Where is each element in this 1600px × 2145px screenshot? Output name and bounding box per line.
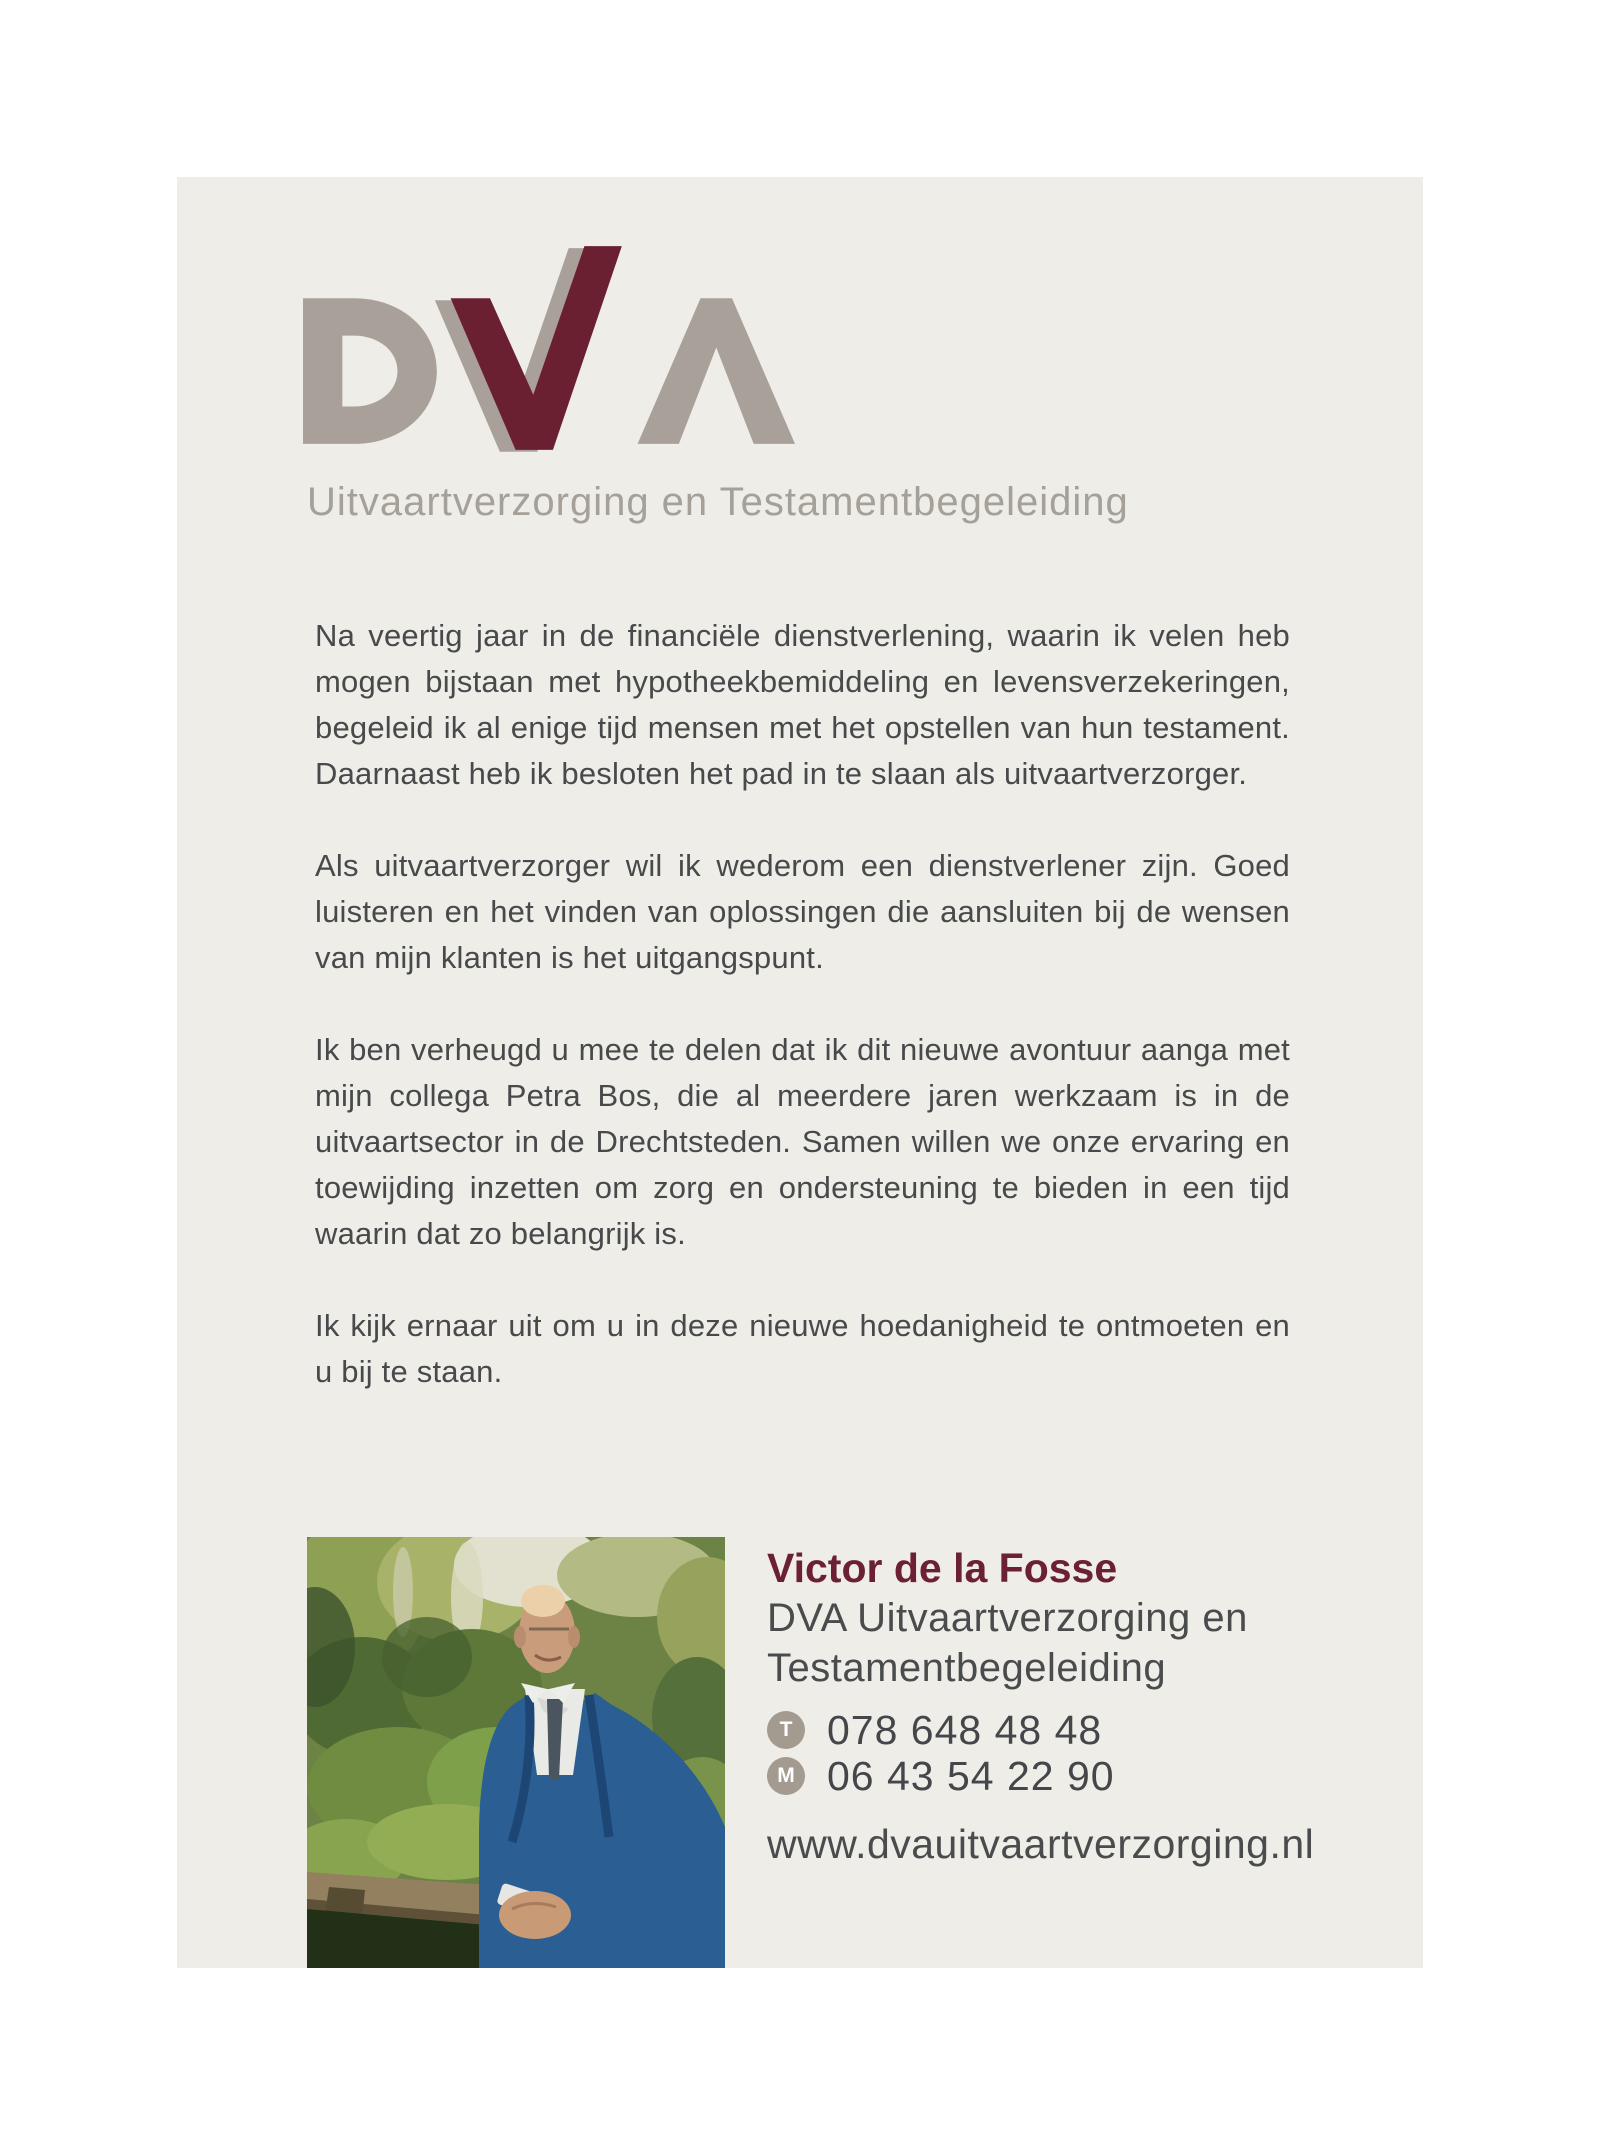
- logo-tagline: Uitvaartverzorging en Testamentbegeleiding: [307, 480, 1129, 524]
- contact-section: [767, 1543, 1327, 1868]
- dva-logo: [303, 241, 795, 453]
- paragraph-2: Als uitvaartverzorger wil ik wederom een dienstverlener zijn. Goed luisteren en het vinden van oplossingen die aansluiten bij de wensen van mijn klanten is het uitgangspunt.: [315, 848, 1290, 975]
- phone-row-landline: [767, 1707, 1327, 1753]
- telephone-icon: T: [767, 1711, 805, 1749]
- logo-letter-d: [303, 298, 437, 444]
- logo-letter-a: [638, 298, 795, 444]
- paragraph-4: Ik kijk ernaar uit om u in deze nieuwe hoedanigheid te ontmoeten en u bij te staan.: [315, 1308, 1290, 1389]
- mobile-icon: M: [767, 1757, 805, 1795]
- paragraph-3: Ik ben verheugd u mee te delen dat ik dit nieuwe avontuur aanga met mijn collega Petra Bos, die al meerdere jaren werkzaam is in de uitvaartsector in de Drechtsteden. Samen willen we onze ervaring en toewijding inzetten om zorg en ondersteuning te bieden in een tijd waarin dat zo belangrijk is.: [315, 1032, 1290, 1251]
- contact-name: Victor de la Fosse: [767, 1545, 1118, 1591]
- phone-row-mobile: [767, 1753, 1327, 1799]
- landline-number: 078 648 48 48: [827, 1706, 1103, 1753]
- letter-body: [315, 613, 1290, 1395]
- portrait-photo: [307, 1537, 725, 1968]
- phone-list: [767, 1707, 1327, 1799]
- contact-company-line2: Testamentbegeleiding: [767, 1646, 1167, 1690]
- paragraph-1: Na veertig jaar in de financiële dienstverlening, waarin ik velen heb mogen bijstaan met hypotheekbemiddeling en levensverzekeringen, begeleid ik al enige tijd mensen met het opstellen van hun testament. Daarnaast heb ik besloten het pad in te slaan als uitvaartverzorger.: [315, 618, 1290, 791]
- mobile-number: 06 43 54 22 90: [827, 1752, 1115, 1799]
- flyer-card: [177, 177, 1423, 1968]
- contact-company-line1: DVA Uitvaartverzorging en: [767, 1596, 1248, 1640]
- website-url: www.dvauitvaartverzorging.nl: [767, 1821, 1315, 1867]
